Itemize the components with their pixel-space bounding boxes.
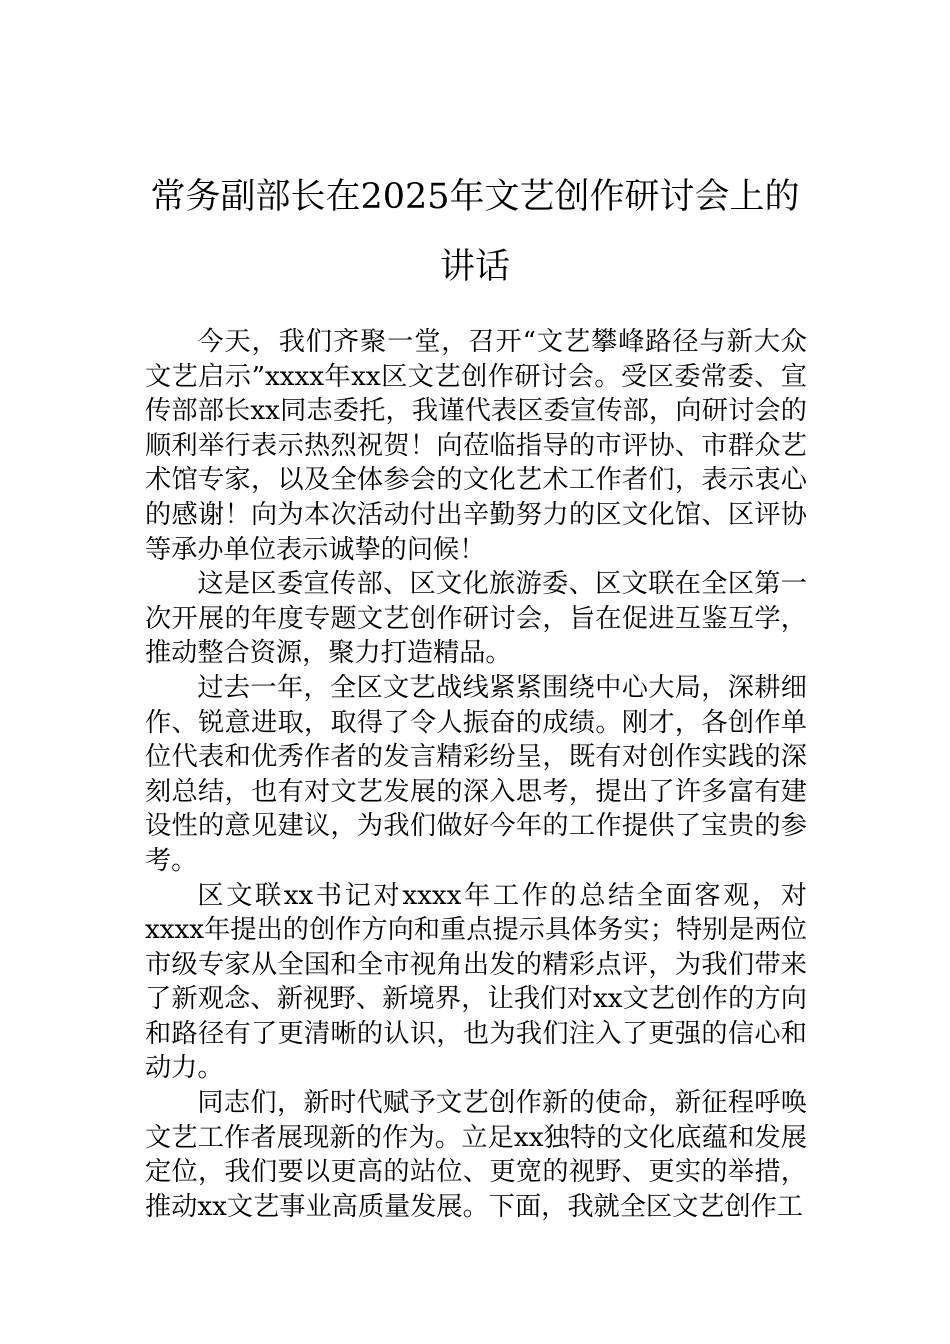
paragraph-4: 区文联xx书记对xxxx年工作的总结全面客观，对xxxx年提出的创作方向和重点提示具体务实；特别是两位市级专家从全国和全市视角出发的精彩点评，为我们带来了新观念、新视野、新境界，让我们对xx文艺创作的方向和路径有了更清晰的认识，也为我们注入了更强的信心和动力。 — [145, 880, 807, 1084]
document-body — [145, 325, 807, 1224]
paragraph-2: 这是区委宣传部、区文化旅游委、区文联在全区第一次开展的年度专题文艺创作研讨会，旨在促进互鉴互学，推动整合资源，聚力打造精品。 — [145, 569, 807, 669]
paragraph-5: 同志们，新时代赋予文艺创作新的使命，新征程呼唤文艺工作者展现新的作为。立足xx独特的文化底蕴和发展定位，我们要以更高的站位、更宽的视野、更实的举措，推动xx文艺事业高质量发展。下面，我就全区文艺创作工 — [145, 1088, 807, 1222]
paragraph-1: 今天，我们齐聚一堂，召开“文艺攀峰路径与新大众文艺启示”xxxx年xx区文艺创作研讨会。受区委常委、宣传部部长xx同志委托，我谨代表区委宣传部，向研讨会的顺利举行表示热烈祝贺！向莅临指导的市评协、市群众艺术馆专家，以及全体参会的文化艺术工作者们，表示衷心的感谢！向为本次活动付出辛勤努力的区文化馆、区评协等承办单位表示诚挚的问候！ — [145, 327, 807, 565]
document-title: 常务副部长在2025年文艺创作研讨会上的讲话 — [150, 177, 800, 287]
paragraph-3: 过去一年，全区文艺战线紧紧围绕中心大局，深耕细作、锐意进取，取得了令人振奋的成绩。刚才，各创作单位代表和优秀作者的发言精彩纷呈，既有对创作实践的深刻总结，也有对文艺发展的深入思考，提出了许多富有建设性的意见建议，为我们做好今年的工作提供了宝贵的参考。 — [145, 672, 807, 876]
